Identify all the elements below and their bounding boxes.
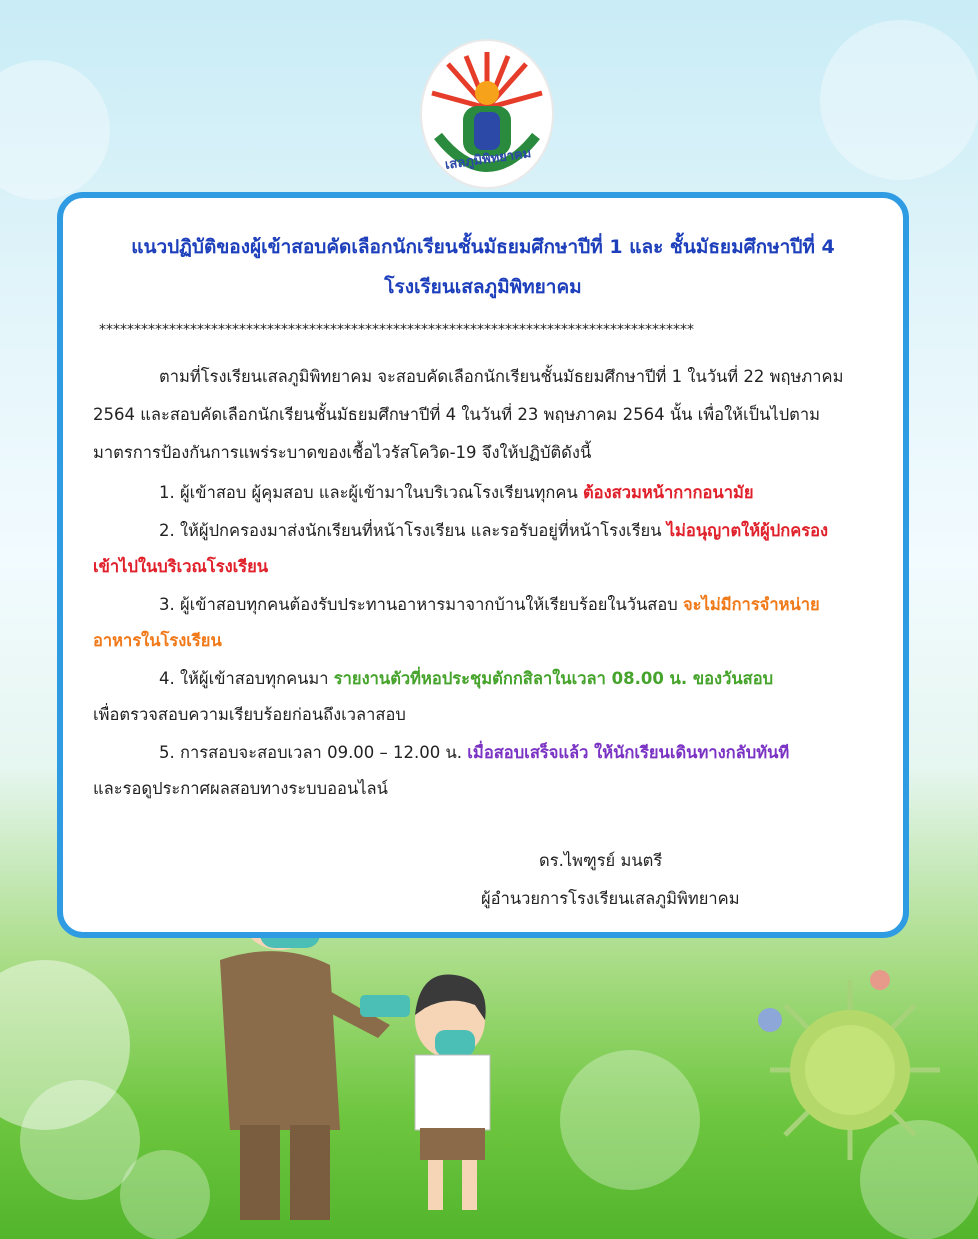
list-item [159, 592, 820, 618]
item4-text-cont: เพื่อตรวจสอบความเรียบร้อยก่อนถึงเวลาสอบ [93, 705, 406, 724]
item3-highlight-cont: อาหารในโรงเรียน [93, 631, 222, 650]
item2-text: 2. ให้ผู้ปกครองมาส่งนักเรียนที่หน้าโรงเรียน และรอรับอยู่ที่หน้าโรงเรียน [159, 521, 667, 540]
item2-highlight: ไม่อนุญาตให้ผู้ปกครอง [666, 521, 829, 540]
logo-text: เสลภูมิพิทยาคม [444, 146, 533, 173]
item4-highlight: รายงานตัวที่หอประชุมตักกสิลาในเวลา 08.00 น. ของวันสอบ [333, 669, 774, 688]
item1-highlight: ต้องสวมหน้ากากอนามัย [582, 483, 754, 502]
item2-highlight-cont: เข้าไปในบริเวณโรงเรียน [93, 557, 269, 576]
notice-title-line1: แนวปฏิบัติของผู้เข้าสอบคัดเลือกนักเรียนชั้นมัธยมศึกษาปีที่ 1 และ ชั้นมัธยมศึกษาปีที่ 4 [131, 236, 835, 258]
signature-position: ผู้อำนวยการโรงเรียนเสลภูมิพิทยาคม [481, 889, 740, 908]
list-item [159, 740, 789, 766]
notice-card [57, 192, 909, 938]
list-item [159, 480, 754, 506]
item3-text: 3. ผู้เข้าสอบทุกคนต้องรับประทานอาหารมาจากบ้านให้เรียบร้อยในวันสอบ [159, 595, 683, 614]
intro-line2: 2564 และสอบคัดเลือกนักเรียนชั้นมัธยมศึกษาปีที่ 4 ในวันที่ 23 พฤษภาคม 2564 นั้น เพื่อให้เป็นไปตาม [93, 405, 821, 424]
intro-line3: มาตรการป้องกันการแพร่ระบาดของเชื้อไวรัสโควิด-19 จึงให้ปฏิบัติดังนี้ [93, 443, 592, 462]
item4-text: 4. ให้ผู้เข้าสอบทุกคนมา [159, 669, 334, 688]
signature-name: ดร.ไพฑูรย์ มนตรี [539, 851, 663, 870]
virus-illustration [730, 960, 970, 1190]
item5-highlight: เมื่อสอบเสร็จแล้ว ให้นักเรียนเดินทางกลับทันที [467, 743, 790, 762]
item3-highlight: จะไม่มีการจำหน่าย [682, 595, 820, 614]
list-item [159, 666, 773, 692]
item5-text-cont: และรอดูประกาศผลสอบทางระบบออนไลน์ [93, 779, 388, 798]
separator: ************************************************************************************* [99, 322, 694, 338]
list-item [159, 518, 828, 544]
item1-text: 1. ผู้เข้าสอบ ผู้คุมสอบ และผู้เข้ามาในบริเวณโรงเรียนทุกคน [159, 483, 583, 502]
intro-line1: ตามที่โรงเรียนเสลภูมิพิทยาคม จะสอบคัดเลือกนักเรียนชั้นมัธยมศึกษาปีที่ 1 ในวันที่ 22 พฤษภาคม [159, 367, 844, 386]
notice-title-line2: โรงเรียนเสลภูมิพิทยาคม [384, 276, 582, 298]
item5-text: 5. การสอบจะสอบเวลา 09.00 – 12.00 น. [159, 743, 468, 762]
